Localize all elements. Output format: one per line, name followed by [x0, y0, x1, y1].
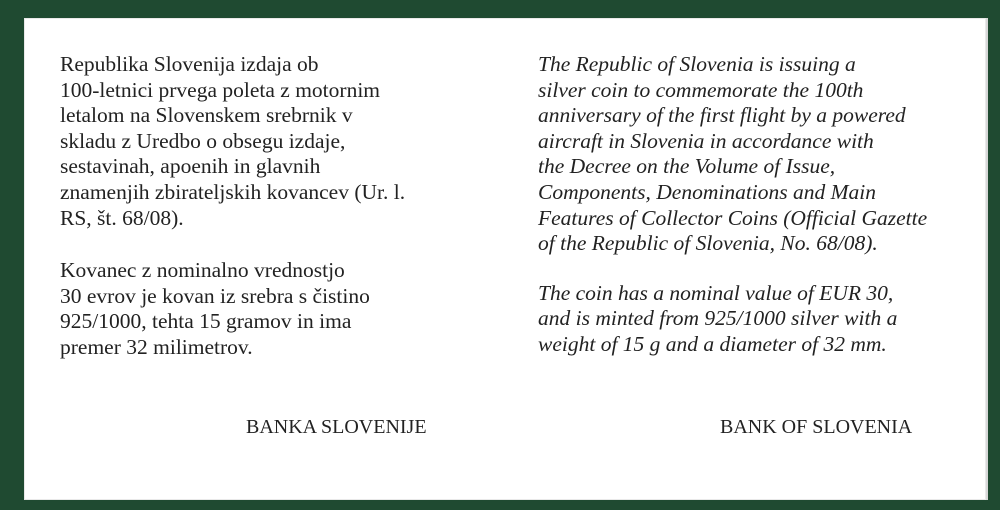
text-line: aircraft in Slovenia in accordance with: [538, 128, 874, 153]
text-line: 925/1000, tehta 15 gramov in ima: [60, 309, 352, 334]
text-line: 30 evrov je kovan iz srebra s čistino: [60, 283, 370, 308]
text-line: Features of Collector Coins (Official Gazette: [538, 205, 928, 230]
text-line: and is minted from 925/1000 silver with a: [538, 306, 898, 331]
text-line: 100-letnici prvega poleta z motornim: [60, 77, 381, 102]
text-line: anniversary of the first flight by a powered: [538, 103, 906, 128]
english-paragraph-1: [538, 52, 968, 257]
english-text-column: [538, 52, 968, 358]
slovenian-paragraph-2: [60, 258, 480, 360]
text-line: weight of 15 g and a diameter of 32 mm.: [538, 331, 887, 356]
text-line: the Decree on the Volume of Issue,: [538, 154, 836, 179]
text-line: znamenjih zbirateljskih kovancev (Ur. l.: [60, 179, 406, 204]
text-line: The coin has a nominal value of EUR 30,: [538, 280, 894, 305]
slovenian-paragraph-1: [60, 52, 480, 231]
text-line: letalom na Slovenskem srebrnik v: [60, 103, 353, 128]
slovenian-signature: BANKA SLOVENIJE: [246, 416, 427, 438]
text-line: silver coin to commemorate the 100th: [538, 77, 864, 102]
text-line: skladu z Uredbo o obsegu izdaje,: [60, 128, 346, 153]
text-line: The Republic of Slovenia is issuing a: [538, 52, 856, 76]
text-line: sestavinah, apoenih in glavnih: [60, 154, 321, 179]
text-line: Components, Denominations and Main: [538, 179, 877, 204]
text-line: RS, št. 68/08).: [60, 205, 184, 230]
text-line: Kovanec z nominalno vrednostjo: [60, 258, 345, 283]
english-signature: BANK OF SLOVENIA: [720, 416, 913, 438]
text-line: of the Republic of Slovenia, No. 68/08).: [538, 231, 878, 256]
text-line: premer 32 milimetrov.: [60, 334, 253, 359]
english-paragraph-2: [538, 281, 968, 358]
slovenian-text-column: [60, 52, 480, 361]
text-line: Republika Slovenija izdaja ob: [60, 52, 319, 76]
certificate-card: [24, 18, 988, 500]
